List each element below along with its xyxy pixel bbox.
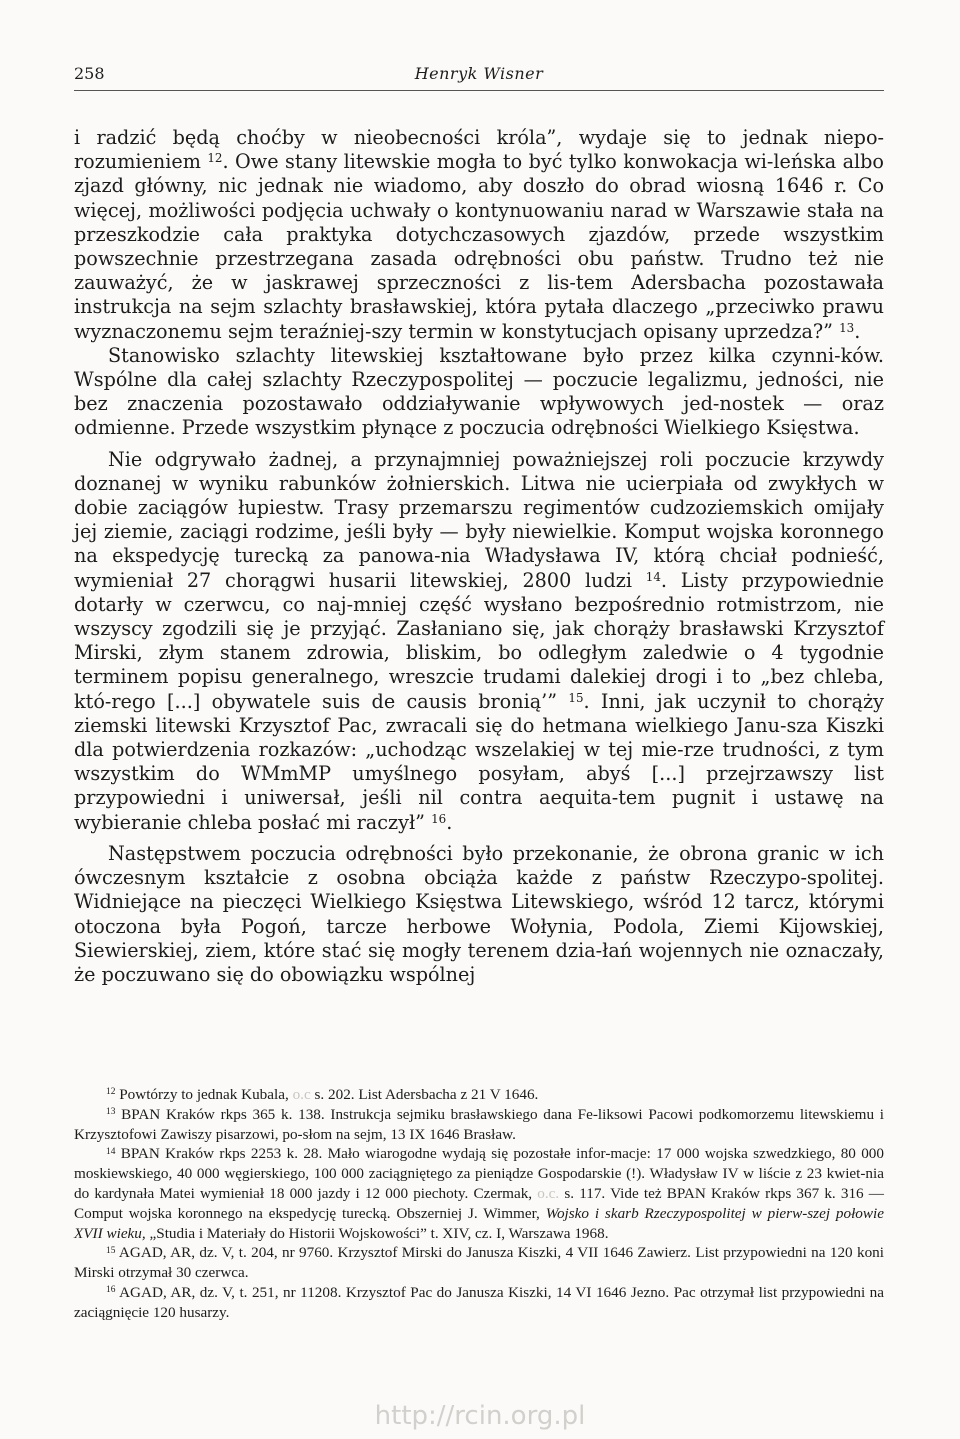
paragraph-3-text-c: . Inni, jak uczynił to chorąży ziemski litewski Krzysztof Pac, zwracali się do hetmana wielkiego Janu-sza Kiszki dla potwierdzenia rozkazów: „uchodząc wszelakiej w tej mie-rze trudności, z tym wszystkim do WMmMP umyślnego posyłam, abyś [...] przejrzawszy list przypowiedni i uniwersał, jeśli nil contra aequita-tem pugnit i ustawę na wybieranie chleba posłać mi raczył” [74,689,884,834]
footnote-text: s. 117. Vide też BPAN Kraków rkps 367 k. 316 — Comput wojska koronnego na ekspedycję turecką. Obszerniej J. Wimmer, [74,1184,884,1222]
paragraph-1-text-b: . Owe stany litewskie mogła to być tylko konwokacja wi-leńska albo zjazd główny, nic jednak nie wiadomo, aby doszło do obrad wiosną 1646 r. Co więcej, możliwości podjęcia uchwały o kontynuowaniu narad w Warszawie stała na przeszkodzie cała praktyka dotychczasowych zjazdów, przede wszystkim powszechnie przestrzegana zasada odrębności obu państw. Trudno też nie zauważyć, że w jaskrawej sprzeczności z lis-tem Adersbacha pozostawała instrukcja na sejm szlachty brasławskiej, która pytała dlaczego „przeciwko prawu wyznaczonemu sejm teraźniej-szy termin w konstytucjach opisany uprzedza?” [74,150,884,343]
watermark-url: http://rcin.org.pl [374,1401,586,1431]
footnote-faint-text: o.c [292,1086,311,1103]
footnote-text: „Studia i Materiały do Historii Wojskowości” t. XIV, cz. I, Warszawa 1968. [145,1224,609,1242]
footnote-text: BPAN Kraków rkps 2253 k. 28. Mało wiarogodne wydają się pozostałe infor-macje: 17 000 wojska szwedzkiego, 80 000 moskiewskiego, 40 000 węgierskiego, 100 000 zaciągniętego za pieniądze Gospodarskie (!). Władysław IV w liście z 23 kwiet-nia do kardynała Matei wymieniał 18 000 jazdy i 12 000 piechoty. Czermak, [74,1145,884,1202]
footnote-ref-12: 12 [207,151,223,166]
paragraph-1-text-a: i radzić będą choćby w nieobecności króla”, wydaje się to jednak niepo-rozumieniem [74,126,884,174]
footnote-text: AGAD, AR, dz. V, t. 251, nr 11208. Krzysztof Pac do Janusza Kiszki, 14 VI 1646 Jezno. Pac otrzymał list przypowiedni na zaciągnięcie 120 husarzy. [74,1283,884,1321]
running-header [74,62,884,90]
header-rule [74,90,884,91]
footnote-number: 13 [106,1107,116,1118]
page [74,62,884,987]
footnotes [74,1085,884,1323]
paragraph-3-text-d: . [446,810,453,834]
paragraph-2: Stanowisko szlachty litewskiej kształtowane było przez kilka czynni-ków. Wspólne dla całej szlachty Rzeczypospolitej — poczucie legalizmu, jedności, nie bez znaczenia pozostawało oddziaływanie wpływowych jed-nostek — oraz odmienne. Przede wszystkim płynące z poczucia odrębności Wielkiego Księstwa. [74,343,884,440]
footnote-number: 16 [106,1285,116,1296]
footnote-text: BPAN Kraków rkps 365 k. 138. Instrukcja sejmiku brasławskiego dana Fe-liksowi Pacowi podkomorzemu litewskiemu i Krzysztofowi Zawiszy pisarzowi, po-słom na sejm, 13 IX 1646 Brasław. [74,1105,885,1143]
paragraph-3-text-a: Nie odgrywało żadnej, a przynajmniej poważniejszej roli poczucie krzywdy doznanej w wyniku rabunków żołnierskich. Litwa nie ucierpiała od zwykłych w dobie zaciągów łupiestw. Trasy przemarszu regimentów cudzoziemskich omijały jej ziemie, zaciągi rodzime, jeśli były — były niewielkie. Komput wojska koronnego na ekspedycję turecką za panowa-nia Władysława IV, którą chciał podnieść, wymieniał 27 chorągwi husarii litewskiej, 2800 ludzi [74,447,884,592]
footnote-number: 15 [106,1245,116,1256]
paragraph-1-text-c: . [854,319,861,343]
footnote-12 [74,1085,884,1105]
footnote-ref-15: 15 [568,690,584,705]
footnote-text: AGAD, AR, dz. V, t. 204, nr 9760. Krzysztof Mirski do Janusza Kiszki, 4 VII 1646 Zawierz. List przypowiedni na 120 koni Mirski otrzymał 30 czerwca. [74,1244,884,1282]
page-number: 258 [74,64,105,83]
footnote-text: Powtórzy to jednak Kubala, [119,1086,293,1103]
footnote-14 [74,1144,884,1243]
footnote-ref-16: 16 [431,811,447,826]
main-text [74,126,884,987]
footnote-15 [74,1243,884,1283]
footnote-italic-title: Wojsko i skarb Rzeczypospolitej w pierw-szej połowie XVII wieku, [74,1204,884,1242]
footnote-13 [74,1105,884,1145]
footnote-text: s. 202. List Adersbacha z 21 V 1646. [310,1086,539,1103]
footnote-number: 14 [106,1146,116,1157]
paragraph-3-text-b: . Listy przypowiednie dotarły w czerwcu, co naj-mniej część wysłano bezpośrednio rotmistrzom, nie wszyscy zgodzili się je przyjąć. Zasłaniano się, jak chorąży brasławski Krzysztof Mirski, złym stanem zdrowia, bliskim, bo odległym zaledwie o 4 tygodnie terminem popisu generalnego, wreszcie trudami dalekiej drogi i to „bez chleba, któ-rego [...] obywatele suis de causis bronią’” [74,568,885,713]
running-head-author: Henryk Wisner [414,64,544,83]
footnote-faint-text: o.c. [537,1184,560,1202]
footnote-number: 12 [106,1087,116,1098]
footnote-16 [74,1283,884,1323]
paragraph-3 [74,448,884,835]
paragraph-1 [74,126,884,344]
footnote-ref-14: 14 [645,569,661,584]
paragraph-4: Następstwem poczucia odrębności było przekonanie, że obrona granic w ich ówczesnym kształcie z osobna obciąża każde z państw Rzeczypo-spolitej. Widniejące na pieczęci Wielkiego Księstwa Litewskiego, wśród 12 tarcz, którymi otoczona była Pogoń, tarcze herbowe Wołynia, Podola, Ziemi Kijowskiej, Siewierskiej, ziem, które stać się mogły terenem dzia-łań wojennych nie oznaczały, że poczuwano się do obowiązku wspólnej [74,841,884,986]
footnote-ref-13: 13 [839,320,855,335]
